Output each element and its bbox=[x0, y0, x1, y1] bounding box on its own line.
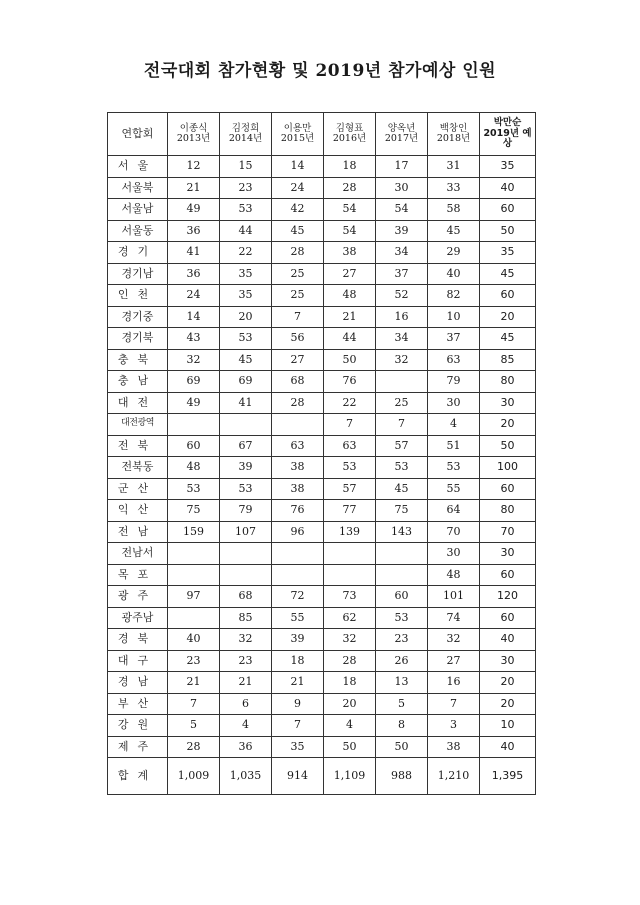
value-cell: 5 bbox=[376, 693, 428, 715]
value-cell bbox=[168, 607, 220, 629]
value-cell: 54 bbox=[324, 199, 376, 221]
value-cell: 41 bbox=[168, 242, 220, 264]
forecast-cell: 60 bbox=[480, 607, 536, 629]
forecast-cell: 50 bbox=[480, 435, 536, 457]
value-cell: 55 bbox=[272, 607, 324, 629]
value-cell: 139 bbox=[324, 521, 376, 543]
forecast-cell: 40 bbox=[480, 736, 536, 758]
value-cell: 20 bbox=[324, 693, 376, 715]
region-cell: 경기북 bbox=[108, 328, 168, 350]
value-cell: 53 bbox=[220, 478, 272, 500]
value-cell: 60 bbox=[168, 435, 220, 457]
table-row bbox=[108, 715, 536, 737]
value-cell: 3 bbox=[428, 715, 480, 737]
region-cell: 전북 bbox=[108, 435, 168, 457]
region-cell: 전남 bbox=[108, 521, 168, 543]
total-cell-forecast: 1,395 bbox=[480, 758, 536, 795]
value-cell: 72 bbox=[272, 586, 324, 608]
region-cell: 인천 bbox=[108, 285, 168, 307]
region-cell: 경기중 bbox=[108, 306, 168, 328]
region-cell: 광주남 bbox=[108, 607, 168, 629]
forecast-cell: 20 bbox=[480, 693, 536, 715]
column-header-forecast bbox=[480, 113, 536, 156]
region-cell: 충남 bbox=[108, 371, 168, 393]
value-cell: 37 bbox=[376, 263, 428, 285]
table-row bbox=[108, 242, 536, 264]
value-cell: 57 bbox=[376, 435, 428, 457]
value-cell: 22 bbox=[324, 392, 376, 414]
value-cell: 35 bbox=[220, 285, 272, 307]
value-cell: 7 bbox=[272, 715, 324, 737]
value-cell: 7 bbox=[376, 414, 428, 436]
table-row bbox=[108, 392, 536, 414]
total-label: 합계 bbox=[108, 758, 168, 795]
value-cell: 56 bbox=[272, 328, 324, 350]
value-cell: 73 bbox=[324, 586, 376, 608]
value-cell: 13 bbox=[376, 672, 428, 694]
forecast-cell: 30 bbox=[480, 392, 536, 414]
table-row bbox=[108, 156, 536, 178]
forecast-cell: 20 bbox=[480, 414, 536, 436]
forecast-cell: 60 bbox=[480, 478, 536, 500]
forecast-cell: 45 bbox=[480, 328, 536, 350]
value-cell: 24 bbox=[168, 285, 220, 307]
value-cell: 60 bbox=[376, 586, 428, 608]
region-cell: 광주 bbox=[108, 586, 168, 608]
value-cell: 50 bbox=[376, 736, 428, 758]
value-cell: 33 bbox=[428, 177, 480, 199]
value-cell: 58 bbox=[428, 199, 480, 221]
table-row bbox=[108, 586, 536, 608]
forecast-cell: 45 bbox=[480, 263, 536, 285]
value-cell: 76 bbox=[272, 500, 324, 522]
value-cell: 28 bbox=[272, 242, 324, 264]
value-cell: 7 bbox=[428, 693, 480, 715]
total-cell: 1,009 bbox=[168, 758, 220, 795]
forecast-cell: 40 bbox=[480, 629, 536, 651]
value-cell: 62 bbox=[324, 607, 376, 629]
forecast-cell: 100 bbox=[480, 457, 536, 479]
value-cell bbox=[376, 564, 428, 586]
value-cell: 34 bbox=[376, 328, 428, 350]
value-cell bbox=[324, 564, 376, 586]
forecast-cell: 50 bbox=[480, 220, 536, 242]
table-row bbox=[108, 349, 536, 371]
column-header bbox=[272, 113, 324, 156]
region-cell: 전남서 bbox=[108, 543, 168, 565]
region-cell: 서울남 bbox=[108, 199, 168, 221]
value-cell: 45 bbox=[428, 220, 480, 242]
value-cell: 101 bbox=[428, 586, 480, 608]
value-cell: 27 bbox=[324, 263, 376, 285]
value-cell: 9 bbox=[272, 693, 324, 715]
forecast-cell: 80 bbox=[480, 371, 536, 393]
value-cell: 7 bbox=[272, 306, 324, 328]
value-cell: 39 bbox=[272, 629, 324, 651]
table-row bbox=[108, 371, 536, 393]
value-cell: 32 bbox=[220, 629, 272, 651]
forecast-cell: 60 bbox=[480, 564, 536, 586]
column-header-year: 2013년 bbox=[176, 133, 211, 144]
value-cell: 21 bbox=[272, 672, 324, 694]
region-cell: 서울동 bbox=[108, 220, 168, 242]
region-cell: 대전광역 bbox=[108, 414, 168, 436]
column-header-name: 김정희 bbox=[231, 122, 260, 134]
value-cell: 44 bbox=[324, 328, 376, 350]
value-cell: 28 bbox=[324, 177, 376, 199]
column-header-year: 2018년 bbox=[436, 133, 471, 144]
value-cell: 49 bbox=[168, 392, 220, 414]
value-cell: 50 bbox=[324, 349, 376, 371]
value-cell: 35 bbox=[272, 736, 324, 758]
column-header-year: 2016년 bbox=[332, 133, 367, 144]
value-cell: 14 bbox=[168, 306, 220, 328]
table-row bbox=[108, 521, 536, 543]
value-cell bbox=[376, 371, 428, 393]
value-cell: 32 bbox=[324, 629, 376, 651]
region-cell: 강원 bbox=[108, 715, 168, 737]
column-header-year: 2014년 bbox=[228, 133, 263, 144]
value-cell: 44 bbox=[220, 220, 272, 242]
column-header-year: 2017년 bbox=[384, 133, 419, 144]
value-cell: 36 bbox=[168, 263, 220, 285]
value-cell: 17 bbox=[376, 156, 428, 178]
table-row bbox=[108, 672, 536, 694]
forecast-cell: 30 bbox=[480, 650, 536, 672]
value-cell: 32 bbox=[428, 629, 480, 651]
region-cell: 경기 bbox=[108, 242, 168, 264]
table-row bbox=[108, 435, 536, 457]
region-cell: 군산 bbox=[108, 478, 168, 500]
value-cell: 43 bbox=[168, 328, 220, 350]
value-cell: 23 bbox=[376, 629, 428, 651]
value-cell: 34 bbox=[376, 242, 428, 264]
value-cell: 25 bbox=[272, 285, 324, 307]
value-cell: 35 bbox=[220, 263, 272, 285]
value-cell: 22 bbox=[220, 242, 272, 264]
value-cell: 28 bbox=[324, 650, 376, 672]
total-cell: 1,210 bbox=[428, 758, 480, 795]
value-cell: 41 bbox=[220, 392, 272, 414]
value-cell bbox=[272, 543, 324, 565]
column-header-name: 이종식 bbox=[179, 122, 208, 134]
value-cell: 27 bbox=[272, 349, 324, 371]
value-cell: 45 bbox=[376, 478, 428, 500]
value-cell: 32 bbox=[168, 349, 220, 371]
value-cell: 26 bbox=[376, 650, 428, 672]
value-cell: 53 bbox=[376, 457, 428, 479]
column-header-name: 박만순 bbox=[493, 117, 522, 129]
region-cell: 목포 bbox=[108, 564, 168, 586]
region-cell: 익산 bbox=[108, 500, 168, 522]
value-cell: 48 bbox=[324, 285, 376, 307]
value-cell: 4 bbox=[220, 715, 272, 737]
value-cell: 53 bbox=[428, 457, 480, 479]
value-cell: 54 bbox=[376, 199, 428, 221]
value-cell: 53 bbox=[376, 607, 428, 629]
region-cell: 경북 bbox=[108, 629, 168, 651]
table-body bbox=[108, 156, 536, 758]
value-cell: 45 bbox=[220, 349, 272, 371]
value-cell: 52 bbox=[376, 285, 428, 307]
total-cell: 1,035 bbox=[220, 758, 272, 795]
value-cell: 32 bbox=[376, 349, 428, 371]
forecast-cell: 30 bbox=[480, 543, 536, 565]
value-cell: 7 bbox=[168, 693, 220, 715]
value-cell bbox=[272, 414, 324, 436]
value-cell: 79 bbox=[220, 500, 272, 522]
value-cell: 8 bbox=[376, 715, 428, 737]
value-cell: 18 bbox=[324, 156, 376, 178]
region-cell: 부산 bbox=[108, 693, 168, 715]
value-cell: 7 bbox=[324, 414, 376, 436]
value-cell: 38 bbox=[324, 242, 376, 264]
total-cell: 914 bbox=[272, 758, 324, 795]
table-row bbox=[108, 328, 536, 350]
value-cell: 51 bbox=[428, 435, 480, 457]
value-cell: 40 bbox=[428, 263, 480, 285]
value-cell: 4 bbox=[428, 414, 480, 436]
forecast-cell: 60 bbox=[480, 199, 536, 221]
value-cell: 16 bbox=[428, 672, 480, 694]
table-row bbox=[108, 607, 536, 629]
value-cell: 5 bbox=[168, 715, 220, 737]
value-cell: 20 bbox=[220, 306, 272, 328]
value-cell: 28 bbox=[168, 736, 220, 758]
forecast-cell: 80 bbox=[480, 500, 536, 522]
value-cell: 21 bbox=[220, 672, 272, 694]
value-cell: 14 bbox=[272, 156, 324, 178]
table-row bbox=[108, 263, 536, 285]
value-cell: 16 bbox=[376, 306, 428, 328]
column-header bbox=[324, 113, 376, 156]
region-cell: 서울북 bbox=[108, 177, 168, 199]
value-cell: 37 bbox=[428, 328, 480, 350]
value-cell: 53 bbox=[324, 457, 376, 479]
table-row bbox=[108, 199, 536, 221]
column-header-year: 2015년 bbox=[280, 133, 315, 144]
value-cell: 48 bbox=[168, 457, 220, 479]
value-cell: 4 bbox=[324, 715, 376, 737]
total-row bbox=[108, 758, 536, 795]
value-cell: 38 bbox=[272, 478, 324, 500]
value-cell: 18 bbox=[272, 650, 324, 672]
value-cell: 18 bbox=[324, 672, 376, 694]
value-cell: 39 bbox=[376, 220, 428, 242]
column-header-name: 김형표 bbox=[335, 122, 364, 134]
column-header-name: 양옥년 bbox=[387, 122, 416, 134]
value-cell: 42 bbox=[272, 199, 324, 221]
value-cell: 50 bbox=[324, 736, 376, 758]
value-cell bbox=[220, 564, 272, 586]
value-cell: 21 bbox=[168, 672, 220, 694]
table-row bbox=[108, 693, 536, 715]
value-cell: 82 bbox=[428, 285, 480, 307]
forecast-cell: 35 bbox=[480, 156, 536, 178]
value-cell: 57 bbox=[324, 478, 376, 500]
value-cell: 28 bbox=[272, 392, 324, 414]
value-cell: 21 bbox=[168, 177, 220, 199]
value-cell: 24 bbox=[272, 177, 324, 199]
value-cell: 27 bbox=[428, 650, 480, 672]
forecast-cell: 85 bbox=[480, 349, 536, 371]
table-row bbox=[108, 285, 536, 307]
value-cell: 23 bbox=[220, 177, 272, 199]
value-cell: 85 bbox=[220, 607, 272, 629]
value-cell: 97 bbox=[168, 586, 220, 608]
forecast-cell: 10 bbox=[480, 715, 536, 737]
value-cell: 54 bbox=[324, 220, 376, 242]
value-cell: 159 bbox=[168, 521, 220, 543]
region-cell: 대전 bbox=[108, 392, 168, 414]
value-cell: 63 bbox=[428, 349, 480, 371]
table-row bbox=[108, 478, 536, 500]
table-row bbox=[108, 500, 536, 522]
table-row bbox=[108, 543, 536, 565]
table-row bbox=[108, 414, 536, 436]
value-cell: 40 bbox=[168, 629, 220, 651]
forecast-cell: 40 bbox=[480, 177, 536, 199]
value-cell: 70 bbox=[428, 521, 480, 543]
value-cell: 75 bbox=[168, 500, 220, 522]
value-cell: 29 bbox=[428, 242, 480, 264]
value-cell: 74 bbox=[428, 607, 480, 629]
value-cell: 10 bbox=[428, 306, 480, 328]
value-cell: 76 bbox=[324, 371, 376, 393]
value-cell: 69 bbox=[220, 371, 272, 393]
column-header bbox=[220, 113, 272, 156]
total-cell: 1,109 bbox=[324, 758, 376, 795]
value-cell: 64 bbox=[428, 500, 480, 522]
value-cell: 53 bbox=[220, 199, 272, 221]
value-cell: 23 bbox=[168, 650, 220, 672]
value-cell bbox=[168, 564, 220, 586]
value-cell bbox=[168, 414, 220, 436]
value-cell: 68 bbox=[220, 586, 272, 608]
value-cell: 77 bbox=[324, 500, 376, 522]
value-cell: 63 bbox=[324, 435, 376, 457]
value-cell: 6 bbox=[220, 693, 272, 715]
forecast-cell: 20 bbox=[480, 306, 536, 328]
region-cell: 경남 bbox=[108, 672, 168, 694]
value-cell: 38 bbox=[272, 457, 324, 479]
value-cell: 25 bbox=[272, 263, 324, 285]
total-cell: 988 bbox=[376, 758, 428, 795]
value-cell: 36 bbox=[220, 736, 272, 758]
value-cell: 21 bbox=[324, 306, 376, 328]
forecast-cell: 70 bbox=[480, 521, 536, 543]
table-row bbox=[108, 220, 536, 242]
table-row bbox=[108, 306, 536, 328]
page-title: 전국대회 참가현황 및 2019년 참가예상 인원 bbox=[143, 61, 497, 81]
value-cell: 55 bbox=[428, 478, 480, 500]
value-cell: 107 bbox=[220, 521, 272, 543]
value-cell: 30 bbox=[428, 543, 480, 565]
value-cell: 143 bbox=[376, 521, 428, 543]
value-cell: 53 bbox=[220, 328, 272, 350]
value-cell: 12 bbox=[168, 156, 220, 178]
value-cell bbox=[376, 543, 428, 565]
column-header bbox=[376, 113, 428, 156]
table-row bbox=[108, 650, 536, 672]
value-cell: 45 bbox=[272, 220, 324, 242]
value-cell: 49 bbox=[168, 199, 220, 221]
header-row bbox=[108, 113, 536, 156]
table-row bbox=[108, 177, 536, 199]
value-cell: 15 bbox=[220, 156, 272, 178]
value-cell: 25 bbox=[376, 392, 428, 414]
value-cell: 31 bbox=[428, 156, 480, 178]
region-header: 연합회 bbox=[108, 113, 168, 156]
value-cell: 53 bbox=[168, 478, 220, 500]
table-row bbox=[108, 629, 536, 651]
value-cell: 69 bbox=[168, 371, 220, 393]
value-cell: 63 bbox=[272, 435, 324, 457]
value-cell: 36 bbox=[168, 220, 220, 242]
value-cell: 30 bbox=[376, 177, 428, 199]
value-cell: 79 bbox=[428, 371, 480, 393]
value-cell bbox=[220, 543, 272, 565]
forecast-cell: 60 bbox=[480, 285, 536, 307]
value-cell: 48 bbox=[428, 564, 480, 586]
forecast-cell: 35 bbox=[480, 242, 536, 264]
forecast-cell: 120 bbox=[480, 586, 536, 608]
forecast-cell: 20 bbox=[480, 672, 536, 694]
participation-table bbox=[107, 112, 536, 795]
region-cell: 서울 bbox=[108, 156, 168, 178]
region-cell: 전북동 bbox=[108, 457, 168, 479]
value-cell: 75 bbox=[376, 500, 428, 522]
column-header-year: 2019년 예상 bbox=[483, 127, 532, 150]
value-cell bbox=[168, 543, 220, 565]
region-cell: 충북 bbox=[108, 349, 168, 371]
value-cell bbox=[324, 543, 376, 565]
value-cell: 30 bbox=[428, 392, 480, 414]
region-cell: 경기남 bbox=[108, 263, 168, 285]
column-header-name: 백창인 bbox=[439, 122, 468, 134]
value-cell: 38 bbox=[428, 736, 480, 758]
region-cell: 대구 bbox=[108, 650, 168, 672]
table-row bbox=[108, 564, 536, 586]
table-row bbox=[108, 736, 536, 758]
value-cell: 68 bbox=[272, 371, 324, 393]
value-cell: 67 bbox=[220, 435, 272, 457]
value-cell: 39 bbox=[220, 457, 272, 479]
value-cell: 96 bbox=[272, 521, 324, 543]
value-cell: 23 bbox=[220, 650, 272, 672]
value-cell bbox=[220, 414, 272, 436]
value-cell bbox=[272, 564, 324, 586]
column-header-name: 이용만 bbox=[283, 122, 312, 134]
column-header bbox=[428, 113, 480, 156]
table-row bbox=[108, 457, 536, 479]
column-header bbox=[168, 113, 220, 156]
region-cell: 제주 bbox=[108, 736, 168, 758]
